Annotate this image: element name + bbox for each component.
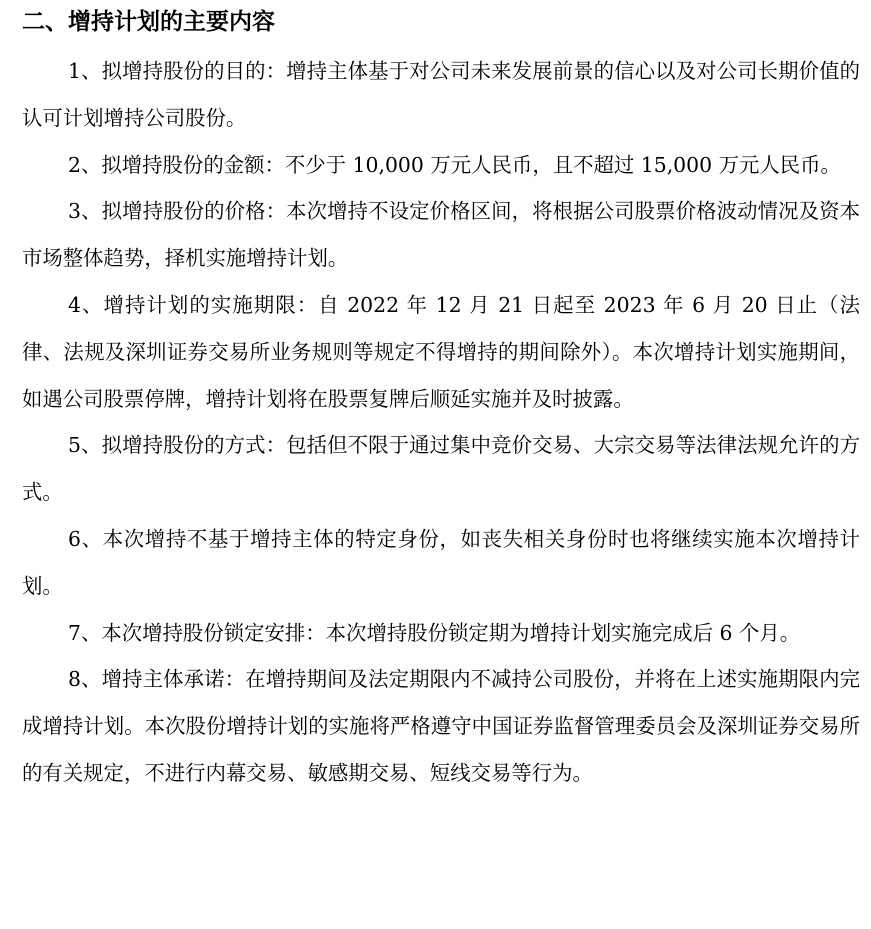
paragraph-period: 4、增持计划的实施期限：自 2022 年 12 月 21 日起至 2023 年 6 月 20 日止（法律、法规及深圳证券交易所业务规则等规定不得增持的期间除外）。本次增持计划实施期间，如遇公司股票停牌，增持计划将在股票复牌后顺延实施并及时披露。 — [22, 292, 860, 411]
paragraph-method: 5、拟增持股份的方式：包括但不限于通过集中竞价交易、大宗交易等法律法规允许的方式。 — [22, 433, 860, 505]
paragraph-amount: 2、拟增持股份的金额：不少于 10,000 万元人民币，且不超过 15,000 万元人民币。 — [68, 152, 841, 177]
document-body — [22, 0, 860, 797]
paragraph-identity: 6、本次增持不基于增持主体的特定身份，如丧失相关身份时也将继续实施本次增持计划。 — [22, 526, 860, 598]
paragraph-lockup: 7、本次增持股份锁定安排：本次增持股份锁定期为增持计划实施完成后 6 个月。 — [68, 620, 801, 645]
paragraph-purpose: 1、拟增持股份的目的：增持主体基于对公司未来发展前景的信心以及对公司长期价值的认可计划增持公司股份。 — [22, 59, 860, 130]
paragraph-commitment: 8、增持主体承诺：在增持期间及法定期限内不减持公司股份，并将在上述实施期限内完成增持计划。本次股份增持计划的实施将严格遵守中国证券监督管理委员会及深圳证券交易所的有关规定，不进行内幕交易、敏感期交易、短线交易等行为。 — [22, 667, 860, 785]
paragraph-price: 3、拟增持股份的价格：本次增持不设定价格区间，将根据公司股票价格波动情况及资本市场整体趋势，择机实施增持计划。 — [22, 199, 860, 271]
section-title: 二、增持计划的主要内容 — [22, 9, 275, 35]
